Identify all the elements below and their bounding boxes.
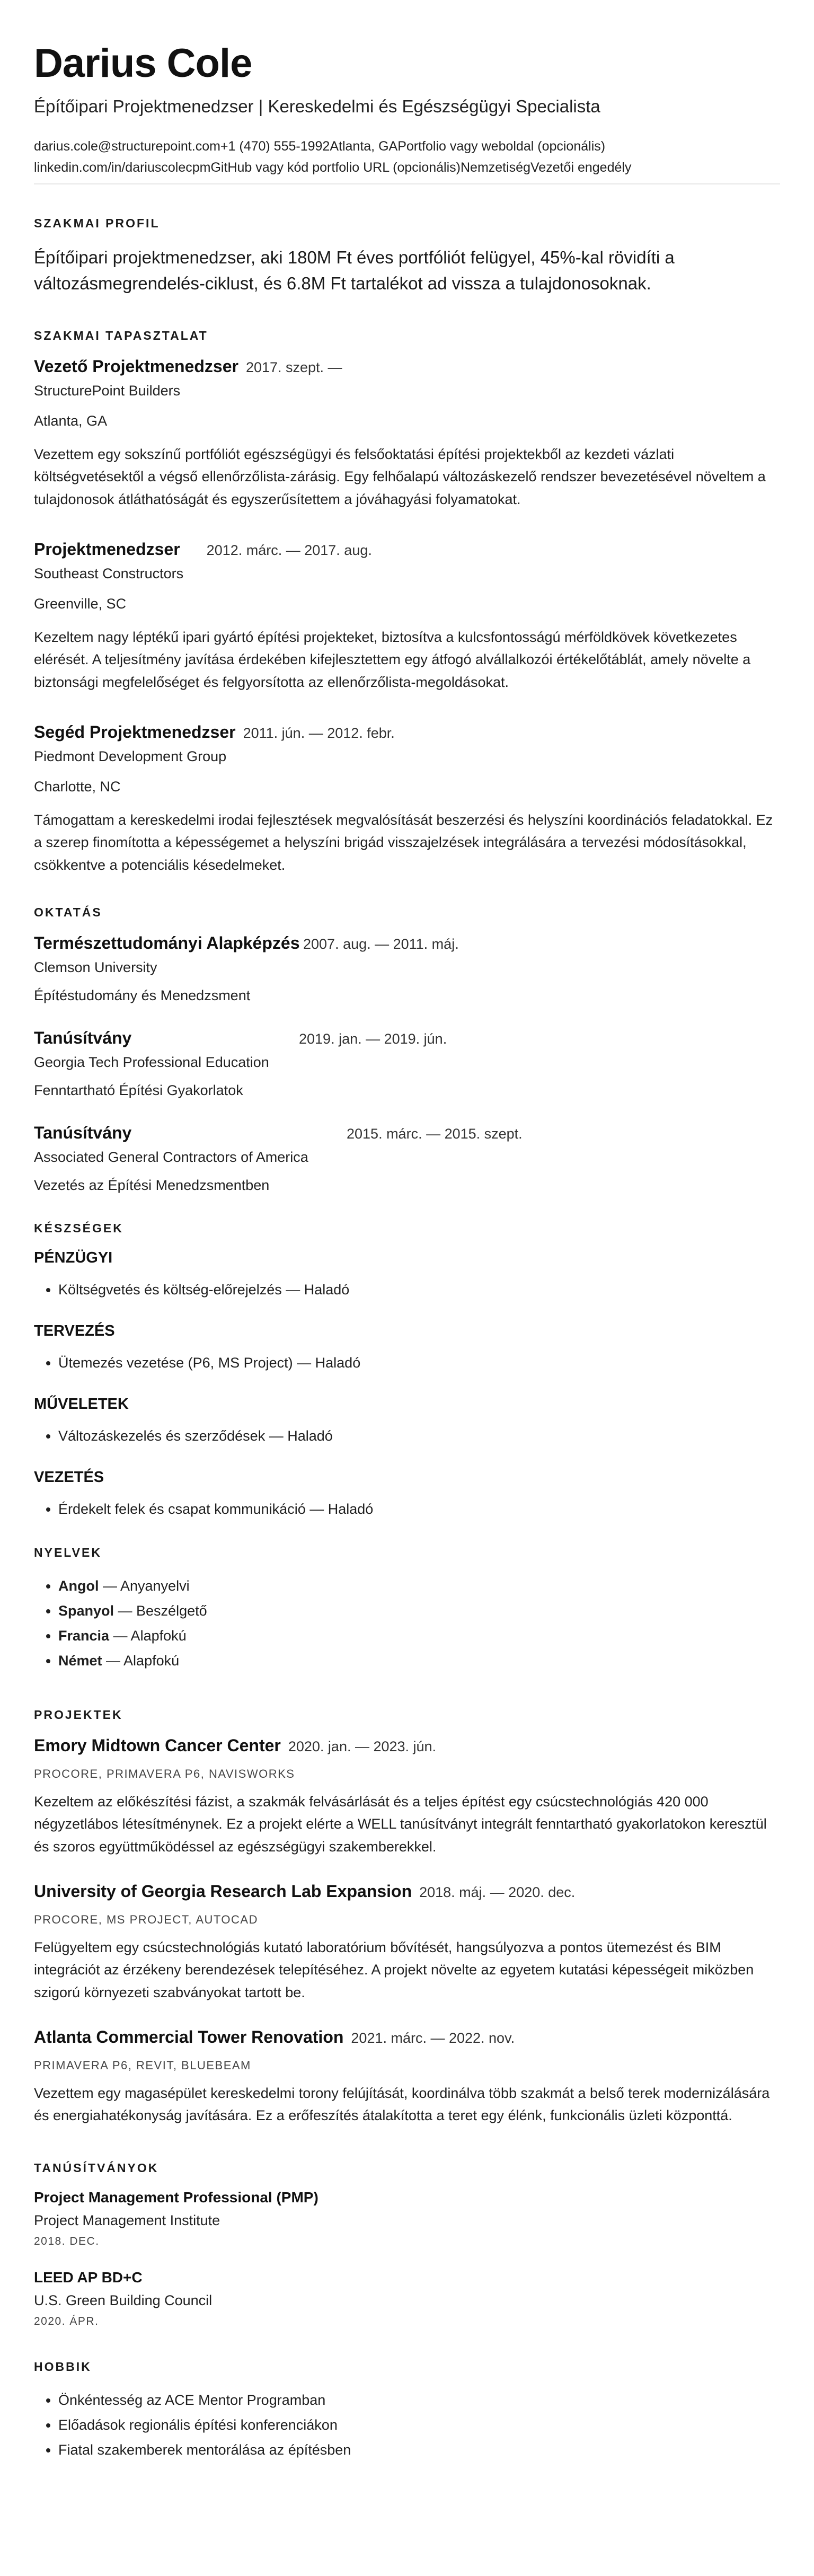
- resume-header: [34, 42, 780, 184]
- candidate-headline: Építőipari Projektmenedzser | Kereskedelmi és Egészségügyi Specialista: [34, 96, 600, 116]
- language-item: [58, 1574, 780, 1599]
- skill-item: • Érdekelt felek és csapat kommunikáció — Haladó: [58, 1497, 780, 1522]
- skills-section: [34, 1221, 780, 1522]
- certification-issuer: U.S. Green Building Council: [34, 2292, 213, 2308]
- profile-section: [34, 216, 780, 297]
- candidate-name: Darius Cole: [34, 41, 252, 86]
- education-item: [34, 1123, 780, 1194]
- section-title: PROJEKTEK: [34, 1707, 123, 1722]
- hobby-item: • Előadások regionális építési konferenciákon: [58, 2413, 780, 2438]
- company-name: StructurePoint Builders: [34, 382, 181, 399]
- section-title: OKTATÁS: [34, 905, 102, 919]
- contact-phone[interactable]: +1 (470) 555-1992: [220, 138, 330, 154]
- job-description: Kezeltem nagy léptékű ipari gyártó építési projekteket, biztosítva a kulcsfontosságú mérföldkövek következetes elérését. A teljesítmény javítása érdekében kifejlesztettem egy átfogó alvállalkozói értékelőtáblát, amely növelte a biztonsági megfelelőséget és felgyorsította az ellenőrzőlista-megoldásokat.: [34, 629, 751, 691]
- contact-github[interactable]: GitHub vagy kód portfolio URL (opcionális): [210, 160, 461, 175]
- school-name: Georgia Tech Professional Education: [34, 1054, 269, 1070]
- company-name: Piedmont Development Group: [34, 748, 227, 764]
- section-title: NYELVEK: [34, 1545, 102, 1559]
- education-item: [34, 1028, 780, 1099]
- degree-title: Tanúsítvány: [34, 1123, 132, 1142]
- education-section: [34, 905, 780, 1194]
- education-date: 2007. aug. — 2011. máj.: [303, 936, 459, 952]
- project-description: Felügyeltem egy csúcstechnológiás kutató laboratórium bővítését, hangsúlyozva a pontos ütemezést és BIM integrációt az érzékeny berendezések telepítéséhez. A projekt növelte az egyetem kutatási képességeit miközben szigorú környezeti szabványokat tartott be.: [34, 1939, 754, 2000]
- job-date: 2012. márc. — 2017. aug.: [206, 542, 372, 558]
- skill-category: TERVEZÉS: [34, 1322, 115, 1339]
- language-name: Spanyol: [58, 1602, 114, 1619]
- language-name: Német: [58, 1653, 102, 1669]
- education-date: 2015. márc. — 2015. szept.: [347, 1125, 523, 1142]
- contact-location: Atlanta, GA: [330, 138, 398, 154]
- profile-text: Építőipari projektmenedzser, aki 180M Ft éves portfóliót felügyel, 45%-kal rövidíti a változásmegrendelés-ciklust, és 6.8M Ft tartalékot ad vissza a tulajdonosoknak.: [34, 247, 675, 294]
- field-of-study: Építéstudomány és Menedzsment: [34, 987, 251, 1003]
- project-tech: PROCORE, MS PROJECT, AUTOCAD: [34, 1912, 258, 1926]
- language-level: — Beszélgető: [114, 1602, 207, 1619]
- education-date: 2019. jan. — 2019. jún.: [299, 1030, 447, 1047]
- job-title: Projektmenedzser: [34, 539, 180, 559]
- section-title: KÉSZSÉGEK: [34, 1221, 123, 1235]
- languages-section: [34, 1546, 780, 1674]
- certification-name: LEED AP BD+C: [34, 2269, 143, 2286]
- job-date: 2011. jún. — 2012. febr.: [243, 725, 395, 741]
- job-title: Vezető Projektmenedzser: [34, 356, 238, 376]
- certification-name: Project Management Professional (PMP): [34, 2189, 318, 2206]
- experience-item: [34, 722, 780, 877]
- hobby-item: • Fiatal szakemberek mentorálása az építésben: [58, 2438, 780, 2463]
- section-title: HOBBIK: [34, 2359, 92, 2374]
- school-name: Associated General Contractors of America: [34, 1149, 308, 1165]
- language-item: [58, 1599, 780, 1624]
- certification-date: 2018. DEC.: [34, 2235, 100, 2247]
- job-location: Atlanta, GA: [34, 412, 108, 429]
- certifications-section: [34, 2161, 780, 2328]
- skill-item: • Változáskezelés és szerződések — Haladó: [58, 1424, 780, 1449]
- project-tech: PROCORE, PRIMAVERA P6, NAVISWORKS: [34, 1767, 295, 1780]
- project-name: Atlanta Commercial Tower Renovation: [34, 2027, 344, 2046]
- field-of-study: Fenntartható Építési Gyakorlatok: [34, 1082, 243, 1098]
- contact-linkedin[interactable]: linkedin.com/in/dariuscolecpm: [34, 160, 211, 175]
- skill-item: • Ütemezés vezetése (P6, MS Project) — Haladó: [58, 1351, 780, 1375]
- header-divider: [34, 183, 780, 184]
- hobbies-section: [34, 2360, 780, 2463]
- certification-date: 2020. ÁPR.: [34, 2315, 99, 2327]
- skill-category: VEZETÉS: [34, 1469, 104, 1486]
- contact-row-1: [34, 136, 780, 157]
- experience-item: [34, 540, 780, 694]
- language-level: — Alapfokú: [102, 1653, 180, 1669]
- language-name: Francia: [58, 1628, 110, 1644]
- project-item: [34, 1736, 780, 1858]
- degree-title: Tanúsítvány: [34, 1028, 132, 1047]
- language-level: — Alapfokú: [109, 1628, 187, 1644]
- experience-item: [34, 357, 780, 511]
- school-name: Clemson University: [34, 959, 157, 975]
- project-item: [34, 1882, 780, 2004]
- experience-section: [34, 329, 780, 877]
- certification-item: [34, 2189, 780, 2248]
- skill-group: [34, 1322, 780, 1375]
- job-description: Támogattam a kereskedelmi irodai fejlesztések megvalósítását beszerzési és helyszíni koordinációs feladatokkal. Ez a szerep finomította a képességemet a helyszíni brigád visszajelzések integrálására a tervezési módosításokkal, csökkentve a potenciális késedelmeket.: [34, 811, 773, 874]
- skill-group: [34, 1469, 780, 1522]
- education-item: [34, 933, 780, 1004]
- language-item: [58, 1648, 780, 1673]
- project-name: Emory Midtown Cancer Center: [34, 1735, 281, 1755]
- skill-item: • Költségvetés és költség-előrejelzés — Haladó: [58, 1277, 780, 1302]
- project-item: [34, 2027, 780, 2127]
- job-location: Greenville, SC: [34, 595, 127, 612]
- project-description: Kezeltem az előkészítési fázist, a szakmák felvásárlását és a teljes építést egy csúcstechnológiás 420 000 négyzetlábos létesítménynek. Ez a projekt elérte a WELL tanúsítványt integrált fenntartható gyakorlatokon keresztül és szoros együttműködéssel az egészségügyi szakemberekkel.: [34, 1793, 767, 1855]
- language-item: [58, 1624, 780, 1648]
- language-name: Angol: [58, 1577, 99, 1594]
- project-date: 2021. márc. — 2022. nov.: [351, 2030, 515, 2046]
- skill-category: PÉNZÜGYI: [34, 1249, 113, 1266]
- project-name: University of Georgia Research Lab Expansion: [34, 1881, 412, 1901]
- contact-license: Vezetői engedély: [530, 160, 632, 175]
- project-description: Vezettem egy magasépület kereskedelmi torony felújítását, koordinálva több szakmát a belső terek modernizálására és energiahatékonyság javítására. Ez a erőfeszítés átalakította a teret egy élénk, funkcionális üzleti központtá.: [34, 2085, 770, 2124]
- contact-portfolio[interactable]: Portfolio vagy weboldal (opcionális): [397, 138, 606, 154]
- degree-title: Természettudományi Alapképzés: [34, 933, 300, 952]
- project-tech: PRIMAVERA P6, REVIT, BLUEBEAM: [34, 2058, 251, 2072]
- section-title: TANÚSÍTVÁNYOK: [34, 2160, 159, 2175]
- job-title: Segéd Projektmenedzser: [34, 722, 236, 742]
- section-title: SZAKMAI TAPASZTALAT: [34, 328, 208, 342]
- job-description: Vezettem egy sokszínű portfóliót egészségügyi és felsőoktatási építési projektekből az kezdeti vázlati költségvetésektől a végső ellenőrzőlista-zárásig. Egy felhőalapú változáskezelő rendszer bevezetésével növeltem a tulajdonosok átláthatóságát és egyszerűsítettem a jóváhagyási folyamatokat.: [34, 446, 766, 508]
- skill-group: [34, 1396, 780, 1449]
- job-date: 2017. szept. —: [245, 359, 342, 375]
- language-level: — Anyanyelvi: [99, 1577, 190, 1594]
- job-location: Charlotte, NC: [34, 778, 121, 795]
- certification-issuer: Project Management Institute: [34, 2212, 220, 2228]
- skill-category: MŰVELETEK: [34, 1396, 129, 1413]
- contact-row-2: [34, 157, 780, 178]
- hobby-item: • Önkéntesség az ACE Mentor Programban: [58, 2388, 780, 2413]
- field-of-study: Vezetés az Építési Menedzsmentben: [34, 1177, 270, 1193]
- project-date: 2020. jan. — 2023. jún.: [288, 1738, 437, 1754]
- contact-email[interactable]: darius.cole@structurepoint.com: [34, 138, 220, 154]
- section-title: SZAKMAI PROFIL: [34, 216, 160, 230]
- company-name: Southeast Constructors: [34, 565, 184, 581]
- certification-item: [34, 2269, 780, 2328]
- skill-group: [34, 1249, 780, 1302]
- project-date: 2018. máj. — 2020. dec.: [419, 1884, 576, 1900]
- projects-section: [34, 1708, 780, 2127]
- contact-nationality: Nemzetiség: [461, 160, 530, 175]
